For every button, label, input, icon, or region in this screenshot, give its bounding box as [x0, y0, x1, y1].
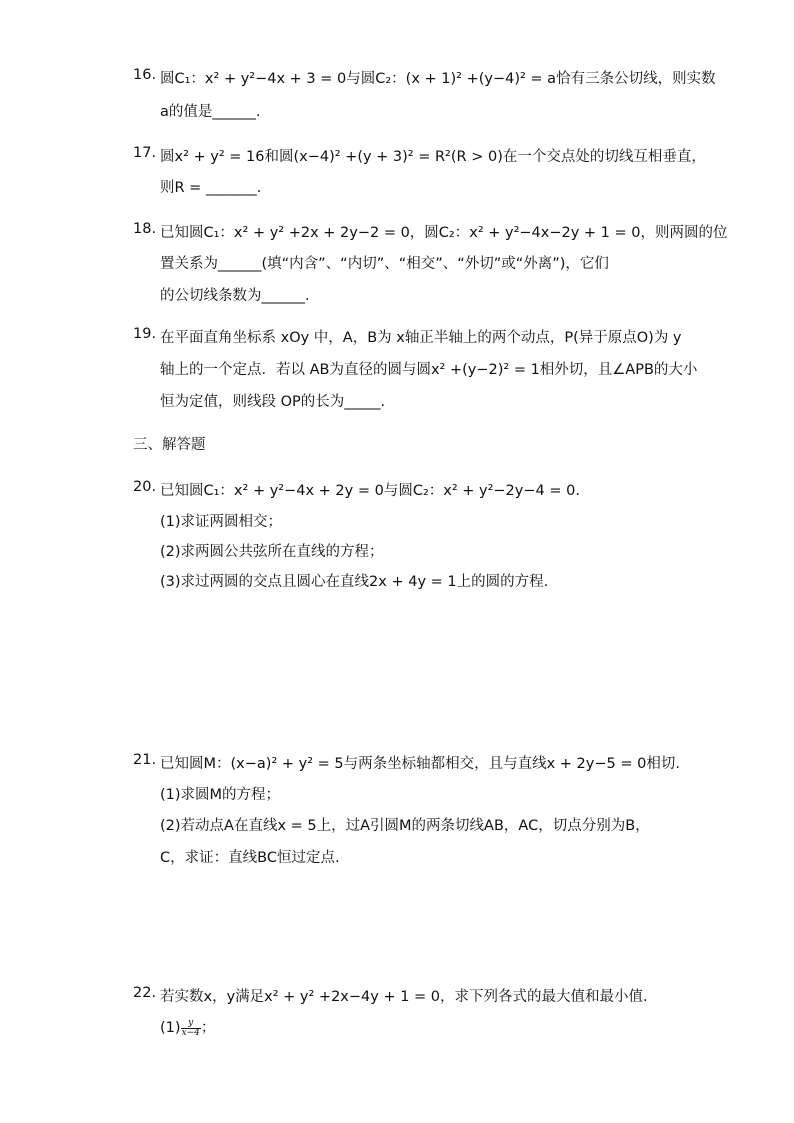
q19-number: 19. — [133, 326, 157, 342]
q17-line-1: 圆x² + y² = 16和圆(x−4)² +(y + 3)² = R²(R > 0)在一个交点处的切线互相垂直， — [160, 149, 706, 165]
q18-line-2: 置关系为______(填“内含”、“内切”、“相交”、“外切”或“外离”)，它们 — [160, 256, 609, 272]
q22-number: 22. — [133, 985, 157, 1001]
q20-line-3: (2)求两圆公共弦所在直线的方程； — [160, 544, 384, 560]
fraction-numerator: y — [181, 1019, 201, 1029]
q22-line-1: 若实数x，y满足x² + y² +2x−4y + 1 = 0，求下列各式的最大值和最小值. — [160, 989, 648, 1005]
q19-line-3: 恒为定值，则线段 OP的长为_____. — [160, 394, 386, 410]
q20-number: 20. — [133, 479, 157, 495]
q16-line-2: a的值是______. — [160, 104, 261, 120]
q20-line-2: (1)求证两圆相交； — [160, 514, 283, 530]
q21-line-4: C，求证：直线BC恒过定点. — [160, 850, 340, 866]
q22-part-1 — [160, 1016, 215, 1038]
q18-line-3: 的公切线条数为______. — [160, 288, 310, 304]
q22-part-1-label: (1) — [160, 1020, 181, 1036]
q18-number: 18. — [133, 221, 157, 237]
q16-number: 16. — [133, 67, 157, 83]
fraction — [181, 1019, 201, 1038]
q21-line-1: 已知圆M：(x−a)² + y² = 5与两条坐标轴都相交，且与直线x + 2y−5 = 0相切. — [160, 756, 680, 772]
q20-line-1: 已知圆C₁：x² + y²−4x + 2y = 0与圆C₂：x² + y²−2y−4 = 0. — [160, 483, 580, 499]
q21-number: 21. — [133, 752, 157, 768]
q19-line-2: 轴上的一个定点．若以 AB为直径的圆与圆x² +(y−2)² = 1相外切，且∠APB的大小 — [160, 362, 698, 378]
section-heading: 三、解答题 — [133, 437, 206, 453]
q21-line-2: (1)求圆M的方程； — [160, 787, 281, 803]
q16-line-1: 圆C₁：x² + y²−4x + 3 = 0与圆C₂：(x + 1)² +(y−4)² = a恰有三条公切线，则实数 — [160, 71, 716, 87]
q17-line-2: 则R = _______. — [160, 180, 262, 196]
q19-line-1: 在平面直角坐标系 xOy 中，A，B为 x轴正半轴上的两个动点，P(异于原点O)为 y — [160, 330, 682, 346]
q20-line-4: (3)求过两圆的交点且圆心在直线2x + 4y = 1上的圆的方程. — [160, 574, 549, 590]
fraction-suffix: ； — [200, 1020, 216, 1036]
q17-number: 17. — [133, 145, 157, 161]
fraction-denominator: x−4 — [181, 1027, 200, 1038]
q18-line-1: 已知圆C₁：x² + y² +2x + 2y−2 = 0，圆C₂：x² + y²−4x−2y + 1 = 0，则两圆的位 — [160, 225, 728, 241]
q21-line-3: (2)若动点A在直线x = 5上，过A引圆M的两条切线AB，AC，切点分别为B， — [160, 818, 650, 834]
